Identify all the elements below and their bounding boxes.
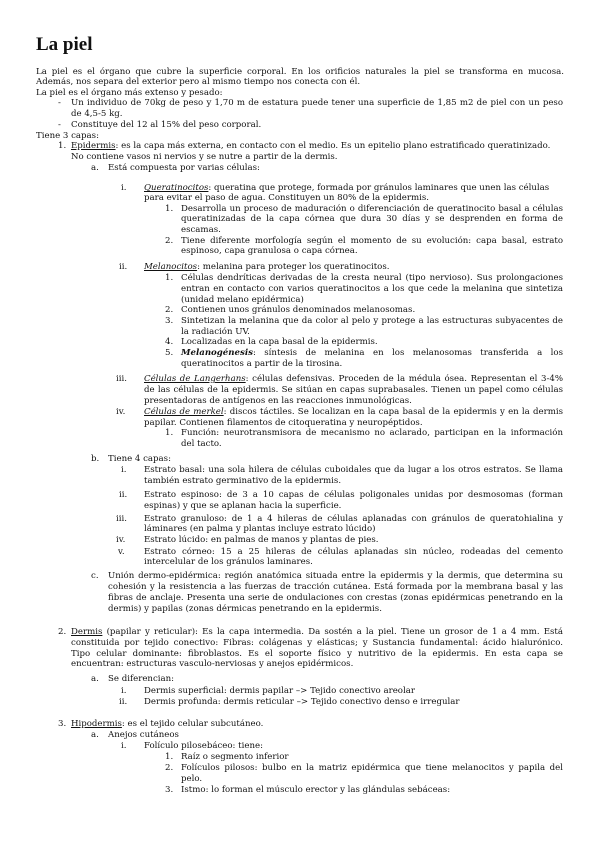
queratinocitos-line <box>144 183 549 193</box>
bullet-dash: - <box>58 98 61 108</box>
queratinocitos-item: Tiene diferente morfología según el momento de su evolución: capa basal, estrato <box>181 236 563 246</box>
queratinocitos-item: espinoso, capa granulosa o capa córnea. <box>181 246 358 256</box>
layer-item: Estrato córneo: 15 a 25 hileras de células aplanadas sin núcleo, rodeadas del cemento <box>144 547 563 557</box>
melanocitos-item: Sintetizan la melanina que da color al pelo y protege a las estructuras subyacentes de <box>181 316 563 326</box>
list-marker: 1. <box>165 428 174 438</box>
queratinocitos-text: : queratina que protege, formada por gránulos laminares que unen las células <box>208 183 550 193</box>
dermis-heading-line <box>71 627 563 637</box>
melanocitos-item: Localizadas en la capa basal de la epidermis. <box>181 337 378 347</box>
melanocitos-item: entran en contacto con varios queratinocitos a los que cede la melanina que sintetiza <box>181 284 563 294</box>
queratinocitos-text: para evitar el paso de agua. Constituyen un 80% de la epidermis. <box>144 193 429 203</box>
list-marker: c. <box>91 571 99 581</box>
melanogenesis-line <box>181 348 563 358</box>
epidermis-heading-line <box>71 141 550 151</box>
intro-line: Tiene 3 capas: <box>36 131 99 141</box>
list-marker: i. <box>121 741 127 751</box>
melanogenesis-text: : síntesis de melanina en los melanosomas transferida a los <box>252 348 563 358</box>
list-marker: i. <box>121 465 127 475</box>
langerhans-text: presentadoras de antígenos en las reacciones inmunológicas. <box>144 396 412 406</box>
melanocitos-heading: Melanocitos <box>144 262 198 272</box>
intro-line: La piel es el órgano que cubre la superficie corporal. En los orificios naturales la piel se transforma en mucosa. <box>36 67 564 77</box>
list-marker: 2. <box>165 236 174 246</box>
merkel-text: papilar. Contienen filamentos de citoqueratina y neuropéptidos. <box>144 418 423 428</box>
langerhans-heading: Células de Langerhans <box>144 374 246 384</box>
hipodermis-subitem: Folículos pilosos: bulbo en la matriz epidérmica que tiene melanocitos y papila del <box>181 763 563 773</box>
list-marker: iii. <box>116 514 127 524</box>
list-marker: iii. <box>116 374 127 384</box>
section-number: 1. <box>58 141 67 151</box>
list-marker: 4. <box>165 337 174 347</box>
dermis-sub: Se diferencian: <box>108 674 175 684</box>
langerhans-text: : células defensivas. Proceden de la médula ósea. Representan el 3-4% <box>245 374 563 384</box>
merkel-heading: Células de merkel <box>144 407 224 417</box>
layer-item: también estrato germinativo de la epidermis. <box>144 476 342 486</box>
section-number: 2. <box>58 627 67 637</box>
melanocitos-item: Células dendríticas derivadas de la cresta neural (tipo nervioso). Sus prolongaciones <box>181 273 563 283</box>
langerhans-line <box>144 374 563 384</box>
union-text: dermis) y papilas (zonas dérmicas penetrando en la epidermis. <box>108 604 382 614</box>
melanocitos-item: queratinocitos a partir de la tirosina. <box>181 359 343 369</box>
intro-line: Además, nos separa del exterior pero al mismo tiempo nos conecta con él. <box>36 77 361 87</box>
list-marker: 3. <box>165 316 174 326</box>
merkel-item: del tacto. <box>181 439 222 449</box>
list-marker: 5. <box>165 348 174 358</box>
hipodermis-subitem: Raíz o segmento inferior <box>181 752 289 762</box>
list-marker: ii. <box>119 262 128 272</box>
layer-item: Estrato lúcido: en palmas de manos y plantas de pies. <box>144 535 379 545</box>
layer-item: láminares (en palma y plantas incluye estrato lúcido) <box>144 524 376 534</box>
epidermis-layers: Tiene 4 capas: <box>108 454 171 464</box>
list-marker: b. <box>91 454 100 464</box>
list-marker: ii. <box>119 490 128 500</box>
list-marker: iv. <box>116 407 126 417</box>
hipodermis-text: : es el tejido celular subcutáneo. <box>121 719 264 729</box>
list-marker: iv. <box>116 535 126 545</box>
dermis-text: constituida por tejido conectivo: Fibras: colágenas y elásticas; y Sustancia fundamental: ácido hialurónico. <box>71 638 563 648</box>
queratinocitos-item: Desarrolla un proceso de maduración o diferenciación de queratinocito basal a células <box>181 204 563 214</box>
union-text: cohesión y la resistencia a las fuerzas de tracción cutánea. Está formada por la membrana basal y las <box>108 582 563 592</box>
list-marker: ii. <box>119 697 128 707</box>
intro-bullet: Constituye del 12 al 15% del peso corporal. <box>71 120 262 130</box>
layer-item: Estrato basal: una sola hilera de células cuboidales que da lugar a los otros estratos. Se llama <box>144 465 563 475</box>
langerhans-text: de las células de la epidermis. Se sitúan en capas suprabasales. Tienen un papel como células <box>144 385 563 395</box>
epidermis-cells: Está compuesta por varias células: <box>108 163 260 173</box>
melanocitos-item: la radiación UV. <box>181 327 250 337</box>
queratinocitos-heading: Queratinocitos <box>144 183 209 193</box>
list-marker: 1. <box>165 273 174 283</box>
melanogenesis-heading: Melanogénesis <box>181 348 253 358</box>
bullet-dash: - <box>58 120 61 130</box>
dermis-heading: Dermis <box>71 627 103 637</box>
dermis-text: encuentran: estructuras vasculo-nerviosas y anejos epidérmicos. <box>71 659 354 669</box>
list-marker: 1. <box>165 752 174 762</box>
queratinocitos-item: queratinizadas de la capa córnea que dura 30 días y se desprenden en forma de <box>181 214 563 224</box>
list-marker: a. <box>91 674 99 684</box>
dermis-text: (papilar y reticular): Es la capa intermedia. Da sostén a la piel. Tiene un grosor de 1 a 4 mm. Está <box>102 627 563 637</box>
merkel-line <box>144 407 563 417</box>
dermis-item: Dermis profunda: dermis reticular –> Tejido conectivo denso e irregular <box>144 697 460 707</box>
list-marker: 2. <box>165 305 174 315</box>
merkel-text: : discos táctiles. Se localizan en la capa basal de la epidermis y en la dermis <box>223 407 563 417</box>
hipodermis-sub: Anejos cutáneos <box>108 730 179 740</box>
melanocitos-text: : melanina para proteger los queratinocitos. <box>197 262 390 272</box>
list-marker: v. <box>118 547 125 557</box>
queratinocitos-item: escamas. <box>181 225 221 235</box>
page-title: La piel <box>36 34 93 55</box>
intro-bullet: de 4,5-5 kg. <box>71 109 123 119</box>
melanocitos-line <box>144 262 389 272</box>
list-marker: 3. <box>165 785 174 795</box>
layer-item: espinas) y que se aplanan hacia la superficie. <box>144 501 342 511</box>
intro-bullet: Un individuo de 70kg de peso y 1,70 m de estatura puede tener una superficie de 1,85 m2 de piel con un peso <box>71 98 563 108</box>
list-marker: a. <box>91 730 99 740</box>
hipodermis-heading-line <box>71 719 263 729</box>
union-text: fibras de anclaje. Presenta una serie de ondulaciones con crestas (zonas epidérmicas penetrando en la <box>108 593 563 603</box>
merkel-item: Función: neurotransmisora de mecanismo no aclarado, participan en la información <box>181 428 563 438</box>
dermis-text: Tipo celular dominante: fibroblastos. Es el soporte físico y nutritivo de la epidermis. En esta capa se <box>71 649 563 659</box>
union-text: Unión dermo-epidérmica: región anatómica situada entre la epidermis y la dermis, que determina su <box>108 571 563 581</box>
list-marker: 2. <box>165 763 174 773</box>
list-marker: 1. <box>165 204 174 214</box>
hipodermis-subitem: pelo. <box>181 774 203 784</box>
intro-line: La piel es el órgano más extenso y pesado: <box>36 88 223 98</box>
melanocitos-item: Contienen unos gránulos denominados melanosomas. <box>181 305 416 315</box>
dermis-item: Dermis superficial: dermis papilar –> Tejido conectivo areolar <box>144 686 415 696</box>
epidermis-text: No contiene vasos ni nervios y se nutre a partir de la dermis. <box>71 152 338 162</box>
epidermis-text: : es la capa más externa, en contacto con el medio. Es un epitelio plano estratificado queratinizado. <box>115 141 551 151</box>
list-marker: i. <box>121 686 127 696</box>
epidermis-heading: Epidermis <box>71 141 116 151</box>
layer-item: Estrato granuloso: de 1 a 4 hileras de células aplanadas con gránulos de queratohialina y <box>144 514 563 524</box>
section-number: 3. <box>58 719 67 729</box>
hipodermis-subitem: Istmo: lo forman el músculo erector y las glándulas sebáceas: <box>181 785 451 795</box>
layer-item: intercelular de los gránulos laminares. <box>144 557 313 567</box>
hipodermis-item: Folículo pilosebáceo: tiene: <box>144 741 263 751</box>
hipodermis-heading: Hipodermis <box>71 719 122 729</box>
list-marker: i. <box>121 183 127 193</box>
layer-item: Estrato espinoso: de 3 a 10 capas de células poligonales unidas por desmosomas (forman <box>144 490 563 500</box>
melanocitos-item: (unidad melano epidérmica) <box>181 295 304 305</box>
list-marker: a. <box>91 163 99 173</box>
